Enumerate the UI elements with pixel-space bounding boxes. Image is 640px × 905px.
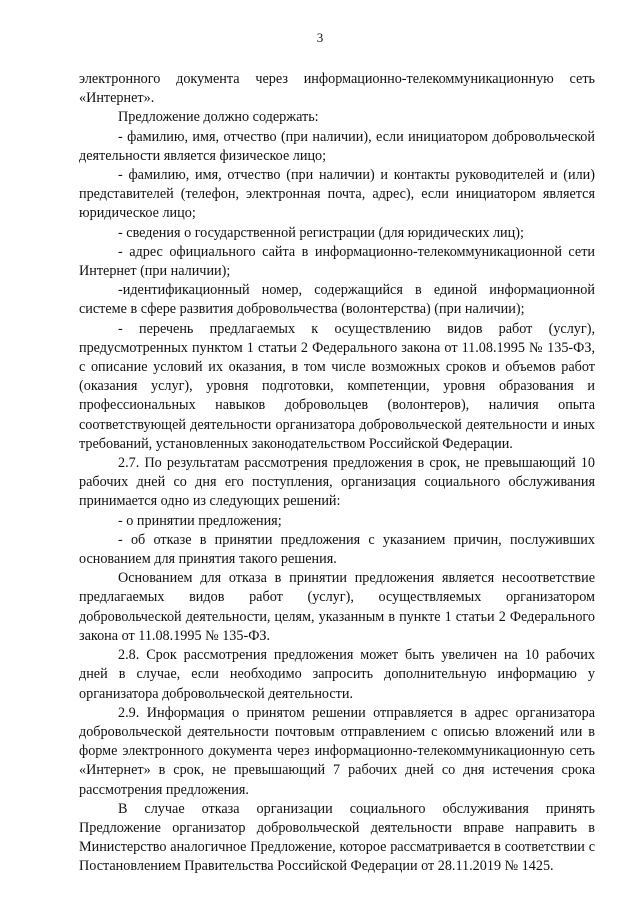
list-item: - фамилию, имя, отчество (при наличии), если инициатором добровольческой деятельности является физическое лицо;: [79, 128, 595, 164]
paragraph: электронного документа через информационно-телекоммуникационную сеть «Интернет».: [79, 71, 595, 107]
list-item: - фамилию, имя, отчество (при наличии) и контакты руководителей и (или) представителей (телефон, электронная почта, адрес), если инициатором является юридическое лицо;: [79, 167, 595, 222]
list-item: - адрес официального сайта в информационно-телекоммуникационной сети Интернет (при наличии);: [79, 243, 595, 280]
list-item: - об отказе в принятии предложения с указанием причин, послуживших основанием для принятия такого решения.: [79, 531, 595, 568]
paragraph: Предложение должно содержать:: [118, 109, 319, 126]
paragraph: 2.7. По результатам рассмотрения предложения в срок, не превышающий 10 рабочих дней со дня его поступления, организация социального обслуживания принимается одно из следующих решений:: [79, 455, 595, 510]
list-item: - сведения о государственной регистрации (для юридических лиц);: [118, 224, 524, 241]
paragraph: 2.9. Информация о принятом решении отправляется в адрес организатора добровольческой деятельности почтовым отправлением с описью вложений или в форме электронного документа через информационно-телекоммуникационную сеть «Интернет» в срок, не превышающий 7 рабочих дней со дня истечения срока рассмотрения предложения.: [79, 704, 595, 798]
list-item: -идентификационный номер, содержащийся в единой информационной системе в сфере развития добровольчества (волонтерства) (при наличии);: [79, 282, 595, 318]
paragraph: Основанием для отказа в принятии предложения является несоответствие предлагаемых видов работ (услуг), осуществляемых организатором добровольческой деятельности, целям, указанным в пункте 1 статьи 2 Федерального закона от 11.08.1995 № 135-ФЗ.: [79, 570, 595, 644]
page-number: 3: [316, 30, 324, 45]
document-body: [79, 70, 595, 877]
list-item: - о принятии предложения;: [118, 512, 282, 529]
paragraph: 2.8. Срок рассмотрения предложения может быть увеличен на 10 рабочих дней в случае, если необходимо запросить дополнительную информацию у организатора добровольческой деятельности.: [79, 647, 595, 702]
list-item: - перечень предлагаемых к осуществлению видов работ (услуг), предусмотренных пунктом 1 статьи 2 Федерального закона от 11.08.1995 № 135-ФЗ, с описание условий их оказания, в том числе возможных сроков и объемов работ (оказания услуг), уровня подготовки, компетенции, уровня образования и профессиональных навыков добровольцев (волонтеров), наличия опыта соответствующей деятельности организатора добровольческой деятельности и иных требований, установленных законодательством Российской Федерации.: [79, 320, 595, 452]
paragraph: В случае отказа организации социального обслуживания принять Предложение организатор добровольческой деятельности вправе направить в Министерство аналогичное Предложение, которое рассматривается в соответствии с Постановлением Правительства Российской Федерации от 28.11.2019 № 1425.: [79, 800, 595, 875]
